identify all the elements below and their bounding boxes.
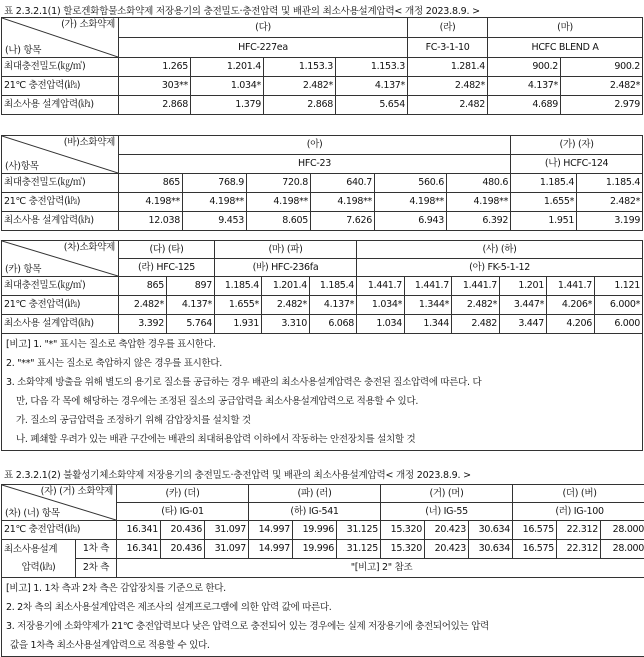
agent-name: (나) HCFC-124	[511, 155, 643, 174]
cell: 9.453	[183, 212, 247, 231]
agent-name: (타) IG-01	[117, 503, 249, 521]
cell: 19.996	[293, 521, 337, 540]
corner-item-label: (차) (너) 항목	[5, 509, 60, 519]
cell: 4.198**	[119, 193, 183, 212]
cell: 16.341	[117, 521, 161, 540]
cell: 303**	[119, 77, 191, 96]
table-notes	[2, 578, 644, 657]
cell: 1.379	[191, 96, 264, 115]
cell: 30.634	[469, 540, 513, 559]
cell: 900.2	[561, 58, 643, 77]
cell: 22.312	[557, 540, 601, 559]
table-row	[2, 77, 643, 96]
cell: 1.281.4	[408, 58, 488, 77]
cell: 19.996	[293, 540, 337, 559]
cell: 1.153.3	[336, 58, 408, 77]
cell: 4.206	[547, 315, 595, 334]
cell: 15.320	[381, 540, 425, 559]
corner-agent-label: (가) 소화약제	[61, 20, 115, 30]
table-row	[2, 315, 643, 334]
agent-name: (바) HFC-236fa	[215, 259, 357, 277]
table2-caption: 표 2.3.2.1(2) 불활성기체소화약제 저장용기의 충전밀도·충전압력 및 배관의 최소사용설계압력< 개정 2023.8.9. >	[4, 467, 471, 481]
cell: 2.482*	[408, 77, 488, 96]
cell: 1.185.4	[577, 174, 643, 193]
cell: 2.868	[264, 96, 336, 115]
corner-item-label: (카) 항목	[5, 265, 41, 275]
cell: 20.423	[425, 521, 469, 540]
cell: 1.931	[215, 315, 262, 334]
cell: 768.9	[183, 174, 247, 193]
cell: 20.423	[425, 540, 469, 559]
note-line: 값을 1차측 최소사용설계압력으로 적용할 수 있다.	[6, 636, 642, 655]
row-label: 최대충전밀도(㎏/㎥)	[2, 58, 119, 77]
cell: 22.312	[557, 521, 601, 540]
table-row	[2, 96, 643, 115]
table1-caption: 표 2.3.2.1(1) 할로겐화합물소화약제 저장용기의 충전밀도·충전압력 및 배관의 최소사용설계압력< 개정 2023.8.9. >	[4, 3, 480, 17]
row-label: 압력(㎪)	[2, 559, 76, 578]
cell: 897	[167, 277, 215, 296]
cell: 31.097	[205, 521, 249, 540]
row-label: 21℃ 충전압력(㎪)	[2, 193, 119, 212]
cell: 865	[119, 174, 183, 193]
cell: 4.198**	[247, 193, 311, 212]
cell: 8.605	[247, 212, 311, 231]
cell: 3.447	[500, 315, 547, 334]
agent-name: (러) IG-100	[513, 503, 644, 521]
row-label: 최소사용 설계압력(㎪)	[2, 212, 119, 231]
table-row	[2, 58, 643, 77]
cell: 20.436	[161, 521, 205, 540]
cell: 4.206*	[547, 296, 595, 315]
group-header: (마) (파)	[215, 241, 357, 259]
cell: 5.764	[167, 315, 215, 334]
cell: 6.392	[447, 212, 511, 231]
cell: "[비고] 2" 참조	[117, 559, 644, 578]
group-header: (거) (머)	[381, 485, 513, 503]
cell: 1.441.7	[547, 277, 595, 296]
cell: 480.6	[447, 174, 511, 193]
group-header: (라)	[408, 18, 488, 38]
cell: 1.034*	[357, 296, 405, 315]
cell: 20.436	[161, 540, 205, 559]
agent-name: (라) HFC-125	[119, 259, 215, 277]
cell: 2.482*	[452, 296, 500, 315]
table-row	[2, 296, 643, 315]
group-header: (가) (자)	[511, 136, 643, 155]
cell: 1.121	[595, 277, 643, 296]
note-line: 나. 폐쇄할 우려가 있는 배관 구간에는 배관의 최대허용압력 이하에서 작동하는 안전장치를 설치할 것	[6, 430, 638, 449]
cell: 1.441.7	[405, 277, 452, 296]
note-line: 3. 저장용기에 소화약제가 21℃ 충전압력보다 낮은 압력으로 충전되어 있는 경우에는 실제 저장용기에 충전되어있는 압력	[6, 617, 642, 636]
group-header: (아)	[119, 136, 511, 155]
group-header: (카) (더)	[117, 485, 249, 503]
table-row	[2, 174, 643, 193]
cell: 4.198**	[311, 193, 375, 212]
agent-name: HFC-23	[119, 155, 511, 174]
cell: 3.447*	[500, 296, 547, 315]
cell: 30.634	[469, 521, 513, 540]
table-row	[2, 193, 643, 212]
cell: 2.979	[561, 96, 643, 115]
agent-name: (너) IG-55	[381, 503, 513, 521]
cell: 14.997	[249, 521, 293, 540]
table-corner-cell	[2, 136, 119, 174]
cell: 1.185.4	[310, 277, 357, 296]
group-header: (파) (러)	[249, 485, 381, 503]
cell: 16.575	[513, 540, 557, 559]
table-corner-cell	[2, 241, 119, 277]
group-header: (더) (버)	[513, 485, 644, 503]
agent-name: HFC-227ea	[119, 38, 408, 58]
cell: 1.034*	[191, 77, 264, 96]
row-label: 21℃ 충전압력(㎪)	[2, 521, 117, 540]
cell: 16.341	[117, 540, 161, 559]
note-line: [비고] 1. 1차 측과 2차 측은 감압장치를 기준으로 한다.	[6, 579, 642, 598]
cell: 2.482*	[264, 77, 336, 96]
agent-name: (아) FK-5-1-12	[357, 259, 643, 277]
note-line: 2. 2차 측의 최소사용설계압력은 제조사의 설계프로그램에 의한 압력 값에 따른다.	[6, 598, 642, 617]
cell: 16.575	[513, 521, 557, 540]
group-header: (다)	[119, 18, 408, 38]
row-label: 21℃ 충전압력(㎪)	[2, 296, 119, 315]
note-line: 가. 질소의 공급압력을 조정하기 위해 감압장치를 설치할 것	[6, 411, 638, 430]
cell: 560.6	[375, 174, 447, 193]
cell: 5.654	[336, 96, 408, 115]
cell: 4.198**	[375, 193, 447, 212]
note-line: 2. "**" 표시는 질소로 축압하지 않은 경우를 표시한다.	[6, 354, 638, 373]
cell: 1.441.7	[357, 277, 405, 296]
agent-name: HCFC BLEND A	[488, 38, 643, 58]
cell: 865	[119, 277, 167, 296]
cell: 2.482*	[561, 77, 643, 96]
group-header: (다) (타)	[119, 241, 215, 259]
cell: 1.034	[357, 315, 405, 334]
row-label: 최소사용 설계압력(㎪)	[2, 315, 119, 334]
table-corner-cell	[2, 485, 117, 521]
row-label: 21℃ 충전압력(㎪)	[2, 77, 119, 96]
group-header: (사) (하)	[357, 241, 643, 259]
cell: 4.689	[488, 96, 561, 115]
table-halogenated-1	[1, 17, 643, 115]
row-label: 최대충전밀도(㎏/㎥)	[2, 277, 119, 296]
table-halogenated-3	[1, 240, 643, 451]
cell: 6.000*	[595, 296, 643, 315]
cell: 4.137*	[488, 77, 561, 96]
table-row	[2, 559, 644, 578]
cell: 2.482*	[262, 296, 310, 315]
cell: 640.7	[311, 174, 375, 193]
table-halogenated-2	[1, 135, 643, 231]
cell: 12.038	[119, 212, 183, 231]
corner-agent-label: (차)소화약제	[64, 243, 115, 253]
cell: 6.068	[310, 315, 357, 334]
cell: 6.000	[595, 315, 643, 334]
table-row	[2, 277, 643, 296]
cell: 1.185.4	[215, 277, 262, 296]
row-label: 최대충전밀도(㎏/㎥)	[2, 174, 119, 193]
cell: 1.153.3	[264, 58, 336, 77]
cell: 1.655*	[215, 296, 262, 315]
note-line: [비고] 1. "*" 표시는 질소로 축압한 경우를 표시한다.	[6, 335, 638, 354]
cell: 1.201	[500, 277, 547, 296]
cell: 28.000	[601, 521, 644, 540]
row-label: 최소사용 설계압력(㎪)	[2, 96, 119, 115]
cell: 6.943	[375, 212, 447, 231]
table-notes	[2, 334, 643, 451]
cell: 31.125	[337, 540, 381, 559]
cell: 15.320	[381, 521, 425, 540]
cell: 4.137*	[310, 296, 357, 315]
cell: 2.868	[119, 96, 191, 115]
cell: 4.137*	[167, 296, 215, 315]
cell: 31.125	[337, 521, 381, 540]
cell: 1.441.7	[452, 277, 500, 296]
cell: 1.655*	[511, 193, 577, 212]
cell: 3.199	[577, 212, 643, 231]
cell: 1.265	[119, 58, 191, 77]
note-line: 만, 다음 각 목에 해당하는 경우에는 조정된 질소의 공급압력을 최소사용설계압력으로 적용할 수 있다.	[6, 392, 638, 411]
cell: 1.201.4	[262, 277, 310, 296]
cell: 1.951	[511, 212, 577, 231]
cell: 900.2	[488, 58, 561, 77]
corner-agent-label: (자) (거) 소화약제	[41, 487, 113, 497]
cell: 1.201.4	[191, 58, 264, 77]
table-row	[2, 540, 644, 559]
cell: 2.482*	[119, 296, 167, 315]
row-label: 최소사용설계	[2, 540, 76, 559]
cell: 4.198**	[447, 193, 511, 212]
agent-name: FC-3-1-10	[408, 38, 488, 58]
corner-item-label: (사)항목	[5, 162, 38, 172]
table-inert-gas	[1, 484, 644, 657]
row-sublabel: 1차 측	[76, 540, 117, 559]
cell: 1.344	[405, 315, 452, 334]
cell: 3.310	[262, 315, 310, 334]
cell: 4.137*	[336, 77, 408, 96]
cell: 31.097	[205, 540, 249, 559]
cell: 2.482	[408, 96, 488, 115]
cell: 4.198**	[183, 193, 247, 212]
group-header: (마)	[488, 18, 643, 38]
cell: 3.392	[119, 315, 167, 334]
cell: 720.8	[247, 174, 311, 193]
corner-item-label: (나) 항목	[5, 46, 41, 56]
cell: 28.000	[601, 540, 644, 559]
corner-agent-label: (바)소화약제	[64, 138, 115, 148]
cell: 14.997	[249, 540, 293, 559]
table-corner-cell	[2, 18, 119, 58]
cell: 7.626	[311, 212, 375, 231]
agent-name: (하) IG-541	[249, 503, 381, 521]
cell: 2.482*	[577, 193, 643, 212]
cell: 1.344*	[405, 296, 452, 315]
row-sublabel: 2차 측	[76, 559, 117, 578]
cell: 2.482	[452, 315, 500, 334]
cell: 1.185.4	[511, 174, 577, 193]
table-row	[2, 521, 644, 540]
table-row	[2, 212, 643, 231]
note-line: 3. 소화약제 방출을 위해 별도의 용기로 질소를 공급하는 경우 배관의 최소사용설계압력은 충전된 질소압력에 따른다. 다	[6, 373, 638, 392]
